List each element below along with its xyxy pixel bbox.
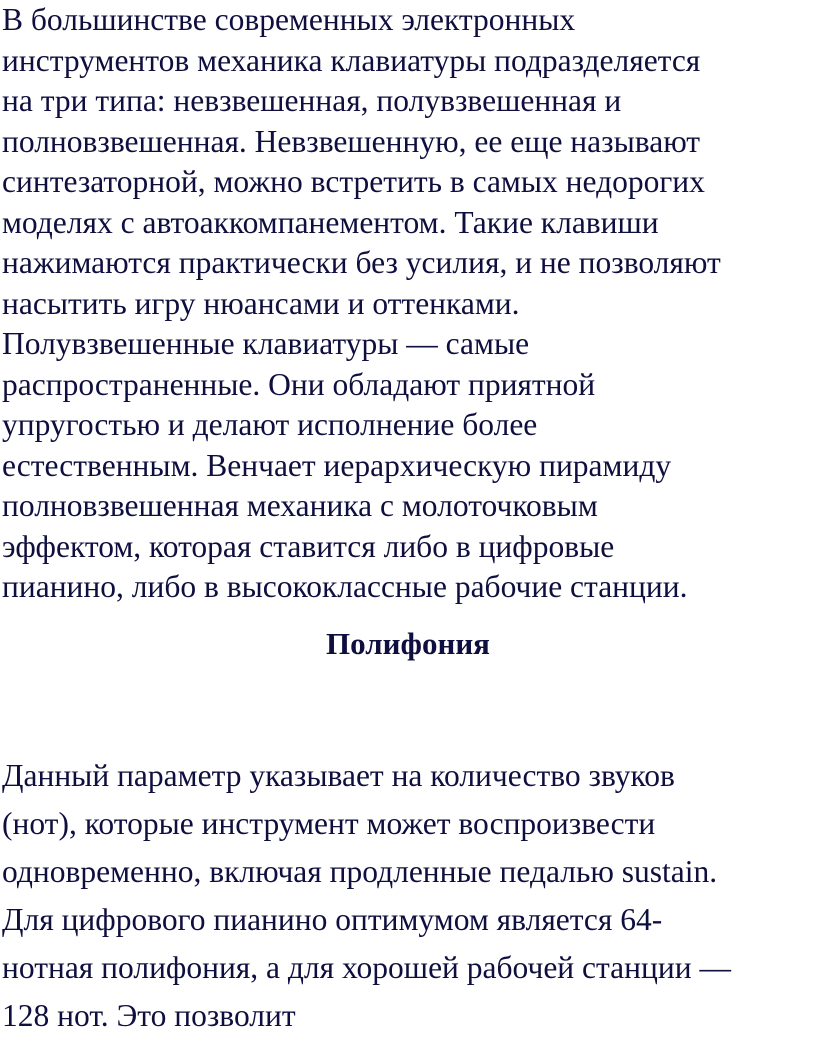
text-line: 128 нот. Это позволит (2, 998, 296, 1033)
text-line: синтезаторной, можно встретить в самых недорогих (2, 164, 705, 199)
text-line: моделях с автоаккомпанементом. Такие клавиши (2, 204, 659, 240)
text-line: естественным. Венчает иерархическую пирамиду (2, 447, 672, 483)
text-line: пианино, либо в высококлассные рабочие станции. (2, 569, 688, 604)
text-line: распространенные. Они обладают приятной (2, 366, 596, 402)
text-line: полновзвешенная механика с молоточковым (2, 488, 598, 523)
text-line: нотная полифония, а для хорошей рабочей станции — (2, 950, 731, 985)
text-line: эффектом, которая ставится либо в цифровые (2, 528, 615, 564)
text-line: одновременно, включая продленные педалью sustain. (2, 854, 718, 889)
text-line: полновзвешенная. Невзвешенную, ее еще называют (2, 123, 701, 159)
text-line: В большинстве современных электронных (2, 2, 576, 37)
text-line: Полувзвешенные клавиатуры — самые (2, 326, 530, 361)
text-line: нажимаются практически без усилия, и не позволяют (2, 245, 721, 280)
text-line: (нот), которые инструмент может воспроизвести (2, 806, 656, 841)
text-line: инструментов механика клавиатуры подразделяется (2, 42, 701, 78)
text-line: Для цифрового пианино оптимумом является 64- (2, 902, 663, 937)
section-heading: Полифония (326, 626, 490, 661)
text-line: Данный параметр указывает на количество звуков (2, 758, 675, 793)
text-line: насытить игру нюансами и оттенками. (2, 285, 520, 321)
text-line: упругостью и делают исполнение более (2, 407, 538, 442)
text-line: на три типа: невзвешенная, полувзвешенная и (2, 83, 622, 118)
